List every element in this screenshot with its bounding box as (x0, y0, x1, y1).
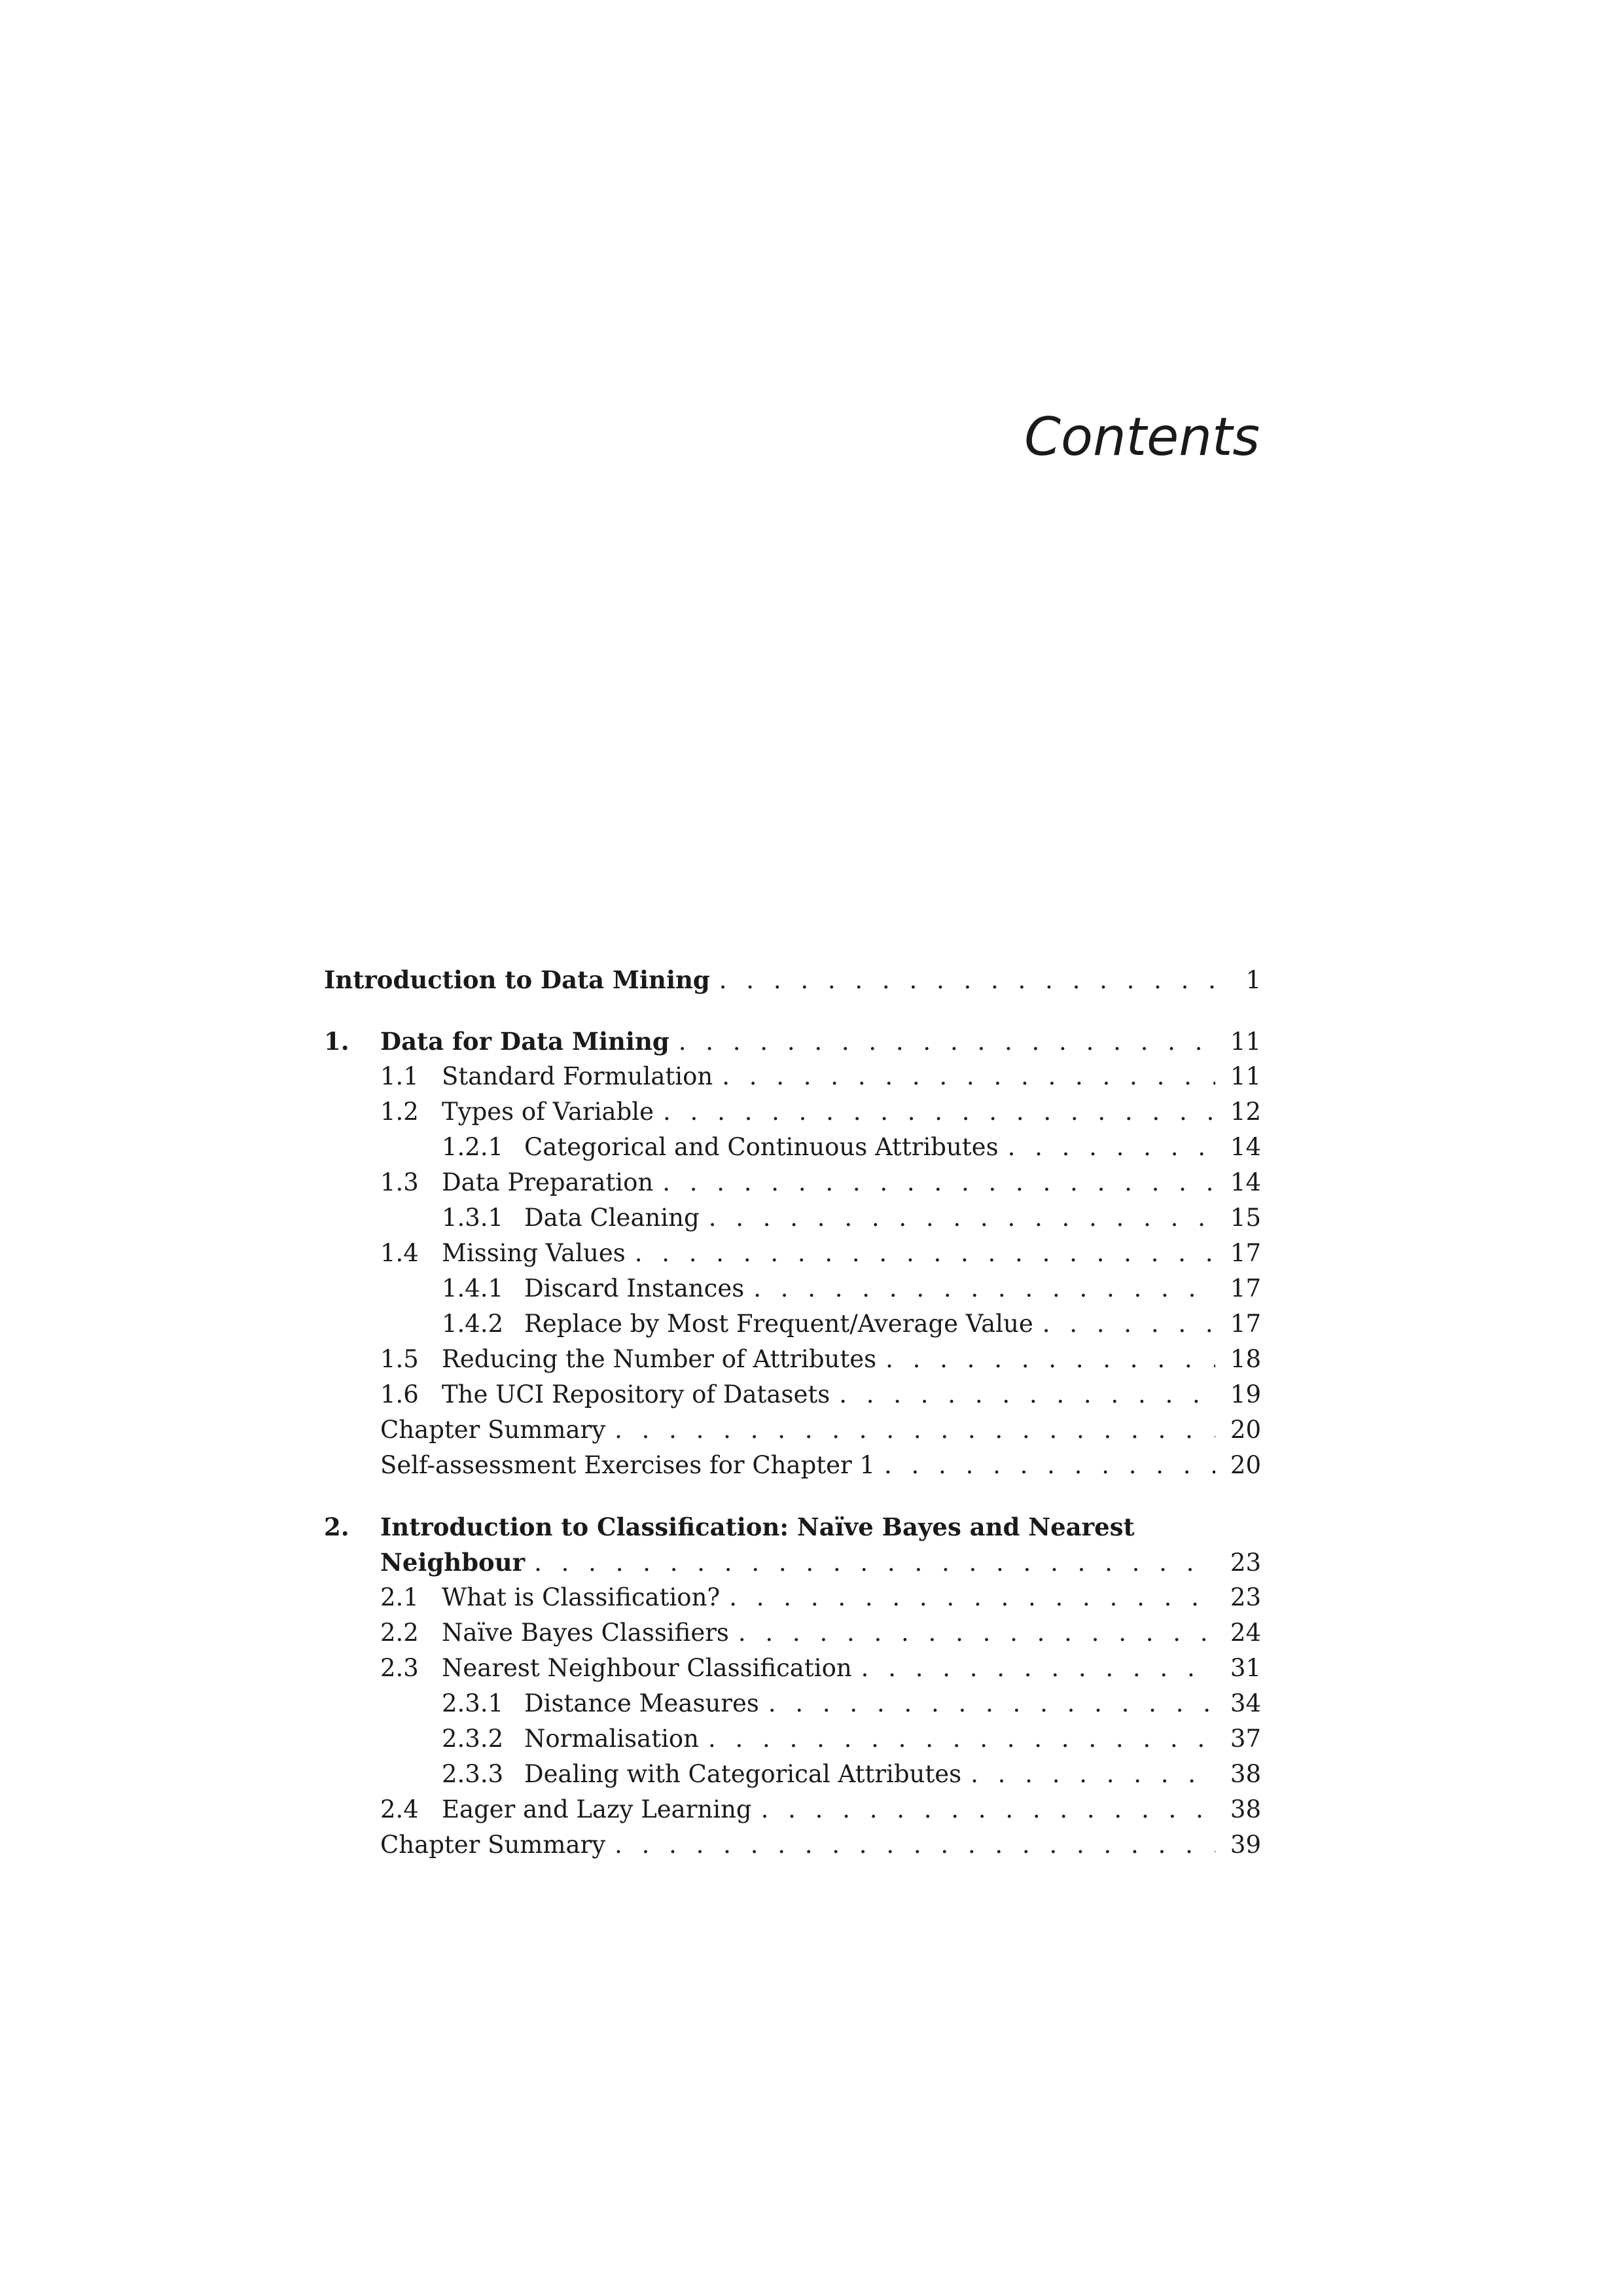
toc-entry-section-2-4[interactable] (324, 1792, 1261, 1827)
dot-leader (635, 1236, 1215, 1271)
toc-entry-section-1-3[interactable] (324, 1165, 1261, 1200)
toc-entry-title: Replace by Most Frequent/Average Value (524, 1310, 1033, 1338)
toc-entry-page: 11 (1230, 1028, 1261, 1056)
dot-leader (839, 1377, 1215, 1412)
toc-entry-page: 34 (1230, 1689, 1261, 1717)
toc-entry-page: 39 (1230, 1831, 1261, 1859)
toc-entry-section-2-3[interactable] (324, 1651, 1261, 1686)
dot-leader (1008, 1130, 1215, 1165)
toc-entry-introduction[interactable] (324, 962, 1261, 997)
toc-entry-number: 2.4 (380, 1795, 419, 1823)
dot-leader (615, 1412, 1215, 1448)
dot-leader (761, 1792, 1215, 1827)
dot-leader (768, 1686, 1215, 1721)
toc-entry-title: Missing Values (442, 1239, 626, 1267)
toc-entry-section-1-2[interactable] (324, 1094, 1261, 1130)
toc-entry-number: 1.4.2 (442, 1310, 504, 1338)
dot-leader (861, 1651, 1215, 1686)
toc-entry-title: Reducing the Number of Attributes (442, 1345, 877, 1373)
toc-entry-number: 1.2.1 (442, 1133, 504, 1161)
toc-entry-page: 31 (1230, 1654, 1261, 1682)
toc-entry-title: Data for Data Mining (380, 1027, 669, 1056)
toc-entry-page: 38 (1230, 1760, 1261, 1788)
toc-entry-number: 1.5 (380, 1345, 419, 1373)
toc-entry-page: 38 (1230, 1795, 1261, 1823)
toc-entry-number: 1.2 (380, 1098, 419, 1126)
toc-entry-page: 15 (1230, 1204, 1261, 1232)
toc-entry-subsection-1-4-2[interactable] (324, 1306, 1261, 1342)
toc-entry-subsection-1-3-1[interactable] (324, 1200, 1261, 1236)
toc-entry-number: 2.3.3 (442, 1760, 504, 1788)
toc-entry-page: 23 (1230, 1549, 1261, 1577)
toc-entry-title: The UCI Repository of Datasets (442, 1380, 830, 1408)
toc-entry-title: Chapter Summary (380, 1831, 606, 1859)
toc-entry-page: 17 (1230, 1310, 1261, 1338)
dot-leader (1043, 1306, 1215, 1342)
dot-leader (753, 1271, 1215, 1306)
dot-leader (971, 1757, 1215, 1792)
dot-leader (729, 1580, 1215, 1615)
toc-entry-page: 1 (1245, 966, 1261, 994)
toc-entry-title: Eager and Lazy Learning (442, 1795, 752, 1823)
dot-leader (663, 1094, 1215, 1130)
toc-entry-title: Self-assessment Exercises for Chapter 1 (380, 1451, 876, 1479)
toc-entry-title: Introduction to Data Mining (324, 965, 710, 994)
toc-entry-page: 20 (1230, 1451, 1261, 1479)
toc-entry-number: 1.4.1 (442, 1274, 504, 1302)
toc-entry-number: 1. (324, 1027, 349, 1056)
toc-entry-title: Categorical and Continuous Attributes (524, 1133, 999, 1161)
page-title: Contents (1024, 406, 1260, 467)
dot-leader (884, 1448, 1215, 1483)
dot-leader (615, 1827, 1215, 1863)
toc-entry-page: 20 (1230, 1416, 1261, 1444)
toc-entry-subsection-2-3-2[interactable] (324, 1721, 1261, 1757)
toc-entry-number: 1.3 (380, 1168, 419, 1196)
toc-entry-chapter-2-continued[interactable] (324, 1545, 1261, 1580)
toc-entry-page: 14 (1230, 1168, 1261, 1196)
toc-entry-section-2-1[interactable] (324, 1580, 1261, 1615)
toc-entry-title: Nearest Neighbour Classification (442, 1654, 852, 1682)
dot-leader (708, 1721, 1215, 1757)
table-of-contents (324, 962, 1261, 1863)
toc-entry-chapter-1-summary[interactable] (324, 1412, 1261, 1448)
dot-leader (738, 1615, 1215, 1651)
toc-entry-title: Standard Formulation (442, 1062, 713, 1090)
toc-entry-number: 2.1 (380, 1583, 419, 1611)
toc-entry-page: 14 (1230, 1133, 1261, 1161)
toc-entry-page: 11 (1230, 1062, 1261, 1090)
toc-entry-page: 37 (1230, 1725, 1261, 1753)
toc-entry-section-1-4[interactable] (324, 1236, 1261, 1271)
toc-entry-section-1-5[interactable] (324, 1342, 1261, 1377)
dot-leader (679, 1024, 1215, 1060)
toc-entry-subsection-1-4-1[interactable] (324, 1271, 1261, 1306)
toc-entry-chapter-1-exercises[interactable] (324, 1448, 1261, 1483)
dot-leader (885, 1342, 1215, 1377)
toc-entry-title: Chapter Summary (380, 1416, 606, 1444)
toc-entry-number: 1.4 (380, 1239, 419, 1267)
toc-entry-title: Naïve Bayes Classifiers (442, 1619, 729, 1647)
toc-entry-page: 24 (1230, 1619, 1261, 1647)
toc-entry-section-1-1[interactable] (324, 1059, 1261, 1094)
toc-entry-page: 17 (1230, 1274, 1261, 1302)
dot-leader (722, 1059, 1215, 1094)
toc-entry-number: 1.6 (380, 1380, 419, 1408)
toc-entry-title: Types of Variable (442, 1098, 654, 1126)
toc-entry-number: 2. (324, 1513, 349, 1541)
toc-entry-number: 2.3 (380, 1654, 419, 1682)
toc-entry-page: 19 (1230, 1380, 1261, 1408)
toc-entry-chapter-2-summary[interactable] (324, 1827, 1261, 1863)
toc-entry-section-2-2[interactable] (324, 1615, 1261, 1651)
toc-entry-page: 17 (1230, 1239, 1261, 1267)
dot-leader (534, 1545, 1215, 1581)
toc-entry-title: Distance Measures (524, 1689, 759, 1717)
dot-leader (719, 963, 1215, 998)
toc-entry-section-1-6[interactable] (324, 1377, 1261, 1412)
toc-entry-page: 18 (1230, 1345, 1261, 1373)
toc-entry-title: Normalisation (524, 1725, 700, 1753)
toc-entry-title: Data Cleaning (524, 1204, 700, 1232)
toc-entry-number: 2.3.2 (442, 1725, 504, 1753)
toc-entry-chapter-1[interactable] (324, 1024, 1261, 1059)
toc-entry-title: Data Preparation (442, 1168, 654, 1196)
toc-entry-number: 2.3.1 (442, 1689, 504, 1717)
toc-entry-title: Discard Instances (524, 1274, 745, 1302)
dot-leader (662, 1165, 1215, 1200)
toc-entry-title: Dealing with Categorical Attributes (524, 1760, 962, 1788)
toc-entry-page: 23 (1230, 1583, 1261, 1611)
toc-entry-chapter-2[interactable] (324, 1509, 1261, 1545)
dot-leader (709, 1200, 1215, 1236)
toc-entry-subsection-1-2-1[interactable] (324, 1130, 1261, 1165)
toc-entry-subsection-2-3-3[interactable] (324, 1757, 1261, 1792)
toc-entry-number: 1.3.1 (442, 1204, 504, 1232)
toc-entry-subsection-2-3-1[interactable] (324, 1686, 1261, 1721)
toc-entry-title: Introduction to Classification: Naïve Bayes and Nearest (380, 1513, 1135, 1541)
toc-entry-number: 1.1 (380, 1062, 419, 1090)
toc-entry-title: Neighbour (380, 1548, 526, 1577)
toc-entry-page: 12 (1230, 1098, 1261, 1126)
toc-entry-title: What is Classification? (442, 1583, 721, 1611)
toc-entry-number: 2.2 (380, 1619, 419, 1647)
